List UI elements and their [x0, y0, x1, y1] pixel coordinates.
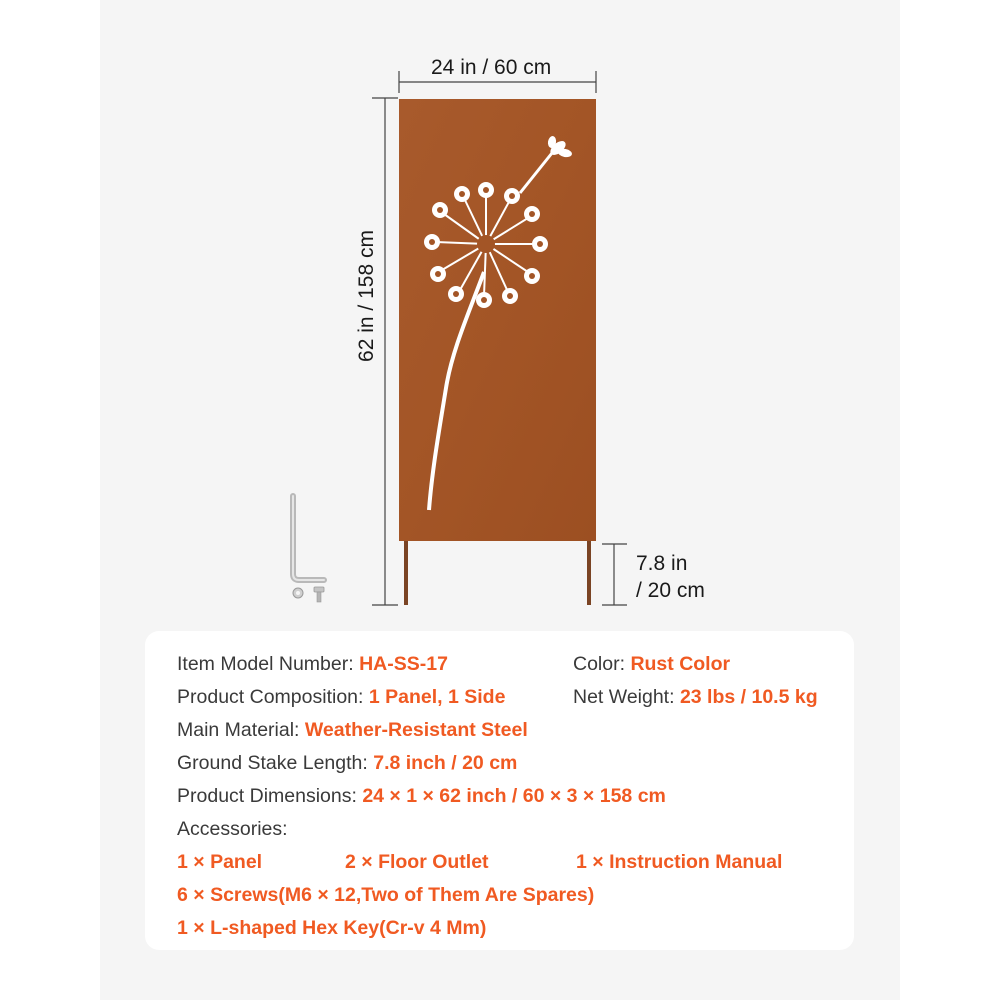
- spec-model-value: HA-SS-17: [359, 653, 448, 675]
- spec-dimensions: [177, 785, 666, 808]
- spec-model: [177, 653, 448, 676]
- stake-dimension-line2: / 20 cm: [636, 579, 705, 602]
- nut-icon: [293, 588, 303, 598]
- spec-stake-value: 7.8 inch / 20 cm: [373, 752, 518, 774]
- accessory-panel: 1 × Panel: [177, 851, 263, 873]
- spec-weight-value: 23 lbs / 10.5 kg: [679, 686, 818, 708]
- height-dimension-label: 62 in / 158 cm: [355, 230, 378, 362]
- spec-dimensions-value: 24 × 1 × 62 inch / 60 × 3 × 158 cm: [362, 785, 666, 807]
- spec-material: [177, 719, 528, 742]
- spec-dimensions-label: Product Dimensions:: [177, 785, 363, 807]
- spec-composition-label: Product Composition:: [177, 686, 369, 708]
- stake-dimension-line1: 7.8 in: [636, 552, 688, 575]
- width-dimension-label: 24 in / 60 cm: [431, 56, 552, 79]
- stake-dimension-label: [636, 550, 705, 604]
- spec-weight-label: Net Weight:: [573, 686, 680, 708]
- spec-accessories: [177, 818, 288, 841]
- spec-stake-length: [177, 752, 517, 775]
- spec-material-value: Weather-Resistant Steel: [304, 719, 528, 741]
- accessory-screws: 6 × Screws(M6 × 12,Two of Them Are Spares): [177, 884, 595, 906]
- spec-composition: [177, 686, 505, 709]
- accessory-manual: 1 × Instruction Manual: [576, 851, 783, 873]
- spec-stake-label: Ground Stake Length:: [177, 752, 374, 774]
- screw-icon: [314, 587, 324, 602]
- spec-weight: [573, 686, 818, 709]
- right-ground-stake: [587, 540, 591, 605]
- rust-panel: [399, 99, 596, 541]
- stake-dimension-line: [602, 544, 627, 605]
- spec-composition-value: 1 Panel, 1 Side: [368, 686, 506, 708]
- spec-model-label: Item Model Number:: [177, 653, 360, 675]
- hex-key-icon: [293, 496, 324, 580]
- accessory-hex-key: 1 × L-shaped Hex Key(Cr-v 4 Mm): [177, 917, 487, 939]
- accessory-floor-outlet: 2 × Floor Outlet: [345, 851, 489, 873]
- spec-color-value: Rust Color: [630, 653, 731, 675]
- spec-material-label: Main Material:: [177, 719, 305, 741]
- left-ground-stake: [404, 540, 408, 605]
- spec-color-label: Color:: [573, 653, 631, 675]
- spec-accessories-label: Accessories:: [177, 818, 288, 840]
- spec-color: [573, 653, 730, 676]
